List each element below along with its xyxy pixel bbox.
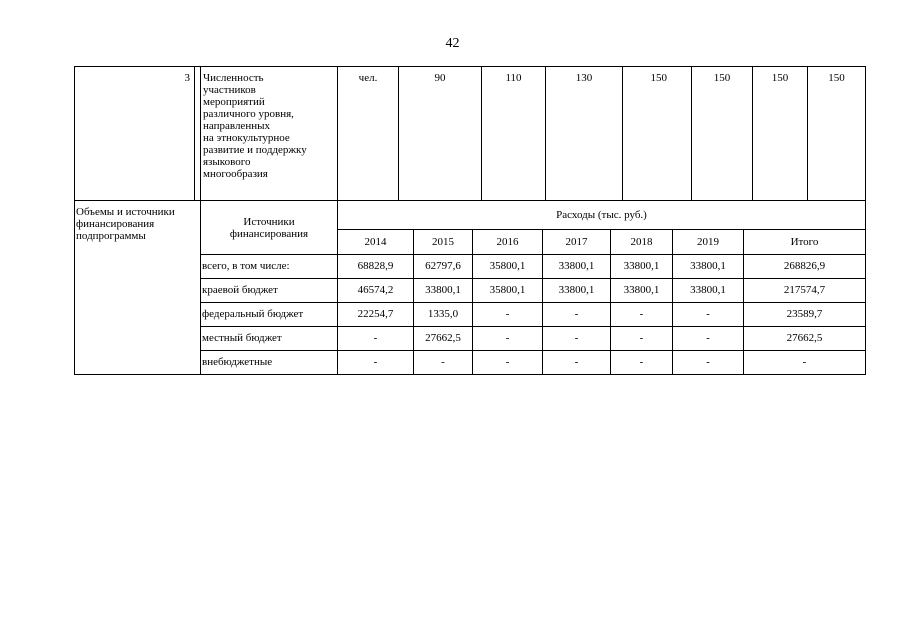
year-header: 2015 (432, 236, 454, 248)
sources-header-line: финансирования (229, 228, 309, 240)
row-value: - (505, 308, 510, 320)
source-label: всего, в том числе: (202, 260, 290, 272)
source-label: местный бюджет (202, 332, 282, 344)
indicator-value: 130 (575, 72, 593, 84)
row-value: - (505, 356, 510, 368)
row-value: 68828,9 (357, 260, 394, 272)
row-value: 62797,6 (425, 260, 461, 272)
indicator-name-line: Численность (203, 72, 264, 84)
column-divider (752, 66, 753, 200)
row-value: - (441, 356, 445, 368)
row-value: - (706, 308, 710, 320)
indicator-unit: чел. (358, 72, 378, 84)
year-header: 2016 (496, 236, 519, 248)
column-divider (472, 229, 473, 375)
row-total: 23589,7 (786, 308, 823, 320)
row-total: 268826,9 (783, 260, 826, 272)
row-total: 217574,7 (783, 284, 826, 296)
table-bottom-border (74, 374, 866, 375)
row-value: 27662,5 (425, 332, 461, 344)
row-value: 33800,1 (425, 284, 461, 296)
column-divider (413, 229, 414, 375)
column-divider (545, 66, 546, 200)
row-value: 35800,1 (489, 260, 526, 272)
year-header: 2018 (630, 236, 653, 248)
row-divider (200, 350, 866, 351)
indicator-name-line: участников (203, 84, 256, 96)
year-header: 2014 (364, 236, 387, 248)
table-left-border (74, 66, 75, 375)
row-divider (200, 278, 866, 279)
sources-header-line: Источники (243, 216, 295, 228)
row-divider (200, 254, 866, 255)
section-label-line: финансирования (76, 218, 155, 230)
column-divider (807, 66, 808, 200)
row-value: - (639, 332, 644, 344)
financing-section-label (76, 206, 198, 242)
row-value: - (373, 356, 378, 368)
year-header: 2019 (697, 236, 719, 248)
source-label: федеральный бюджет (202, 308, 304, 320)
column-divider (542, 229, 543, 375)
section-label-line: подпрограммы (76, 230, 146, 242)
column-divider (743, 229, 744, 375)
expenses-header: Расходы (тыс. руб.) (556, 209, 647, 221)
row-total: - (802, 356, 807, 368)
indicator-value: 150 (650, 72, 667, 84)
row-value: 33800,1 (558, 284, 595, 296)
indicator-name-line: развитие и поддержку (203, 144, 307, 156)
indicator-value: 150 (713, 72, 731, 84)
column-divider (481, 66, 482, 200)
row-value: - (706, 356, 710, 368)
column-divider (672, 229, 673, 375)
column-divider (610, 229, 611, 375)
indicator-name-line: различного уровня, (203, 108, 294, 120)
table-right-border (865, 66, 866, 375)
indicator-name (203, 72, 335, 180)
column-divider (194, 66, 195, 200)
row-divider (200, 326, 866, 327)
indicator-name-line: многообразия (203, 168, 268, 180)
indicator-value: 150 (828, 72, 845, 84)
table-section-divider (74, 200, 866, 201)
sources-header (201, 216, 337, 240)
row-value: 46574,2 (357, 284, 394, 296)
indicator-value: 90 (434, 72, 446, 84)
row-value: - (639, 356, 644, 368)
row-value: 33800,1 (690, 284, 726, 296)
indicator-value: 150 (771, 72, 789, 84)
row-value: - (639, 308, 644, 320)
row-value: 33800,1 (558, 260, 595, 272)
row-value: - (373, 332, 378, 344)
section-label-line: Объемы и источники (76, 206, 175, 218)
row-value: - (706, 332, 710, 344)
row-value: - (574, 308, 579, 320)
indicator-name-line: мероприятий (203, 96, 265, 108)
row-divider (200, 302, 866, 303)
column-divider (398, 66, 399, 200)
year-header: 2017 (565, 236, 588, 248)
indicator-name-line: на этнокультурное (203, 132, 290, 144)
row-value: 33800,1 (623, 284, 660, 296)
table-top-border (74, 66, 866, 67)
source-label: внебюджетные (202, 356, 273, 368)
indicator-name-line: направленных (203, 120, 270, 132)
total-header: Итого (790, 236, 819, 248)
row-value: 33800,1 (690, 260, 726, 272)
indicator-value: 110 (505, 72, 522, 84)
row-value: - (574, 332, 579, 344)
row-value: 35800,1 (489, 284, 526, 296)
row-value: 22254,7 (357, 308, 394, 320)
source-label: краевой бюджет (202, 284, 278, 296)
row-value: - (505, 332, 510, 344)
row-value: 33800,1 (623, 260, 660, 272)
header-divider (337, 229, 866, 230)
indicator-number: 3 (184, 72, 190, 84)
column-divider (622, 66, 623, 200)
indicator-name-line: языкового (203, 156, 251, 168)
page-number: 42 (445, 36, 460, 51)
row-total: 27662,5 (786, 332, 823, 344)
column-divider (691, 66, 692, 200)
row-value: 1335,0 (427, 308, 459, 320)
row-value: - (574, 356, 579, 368)
